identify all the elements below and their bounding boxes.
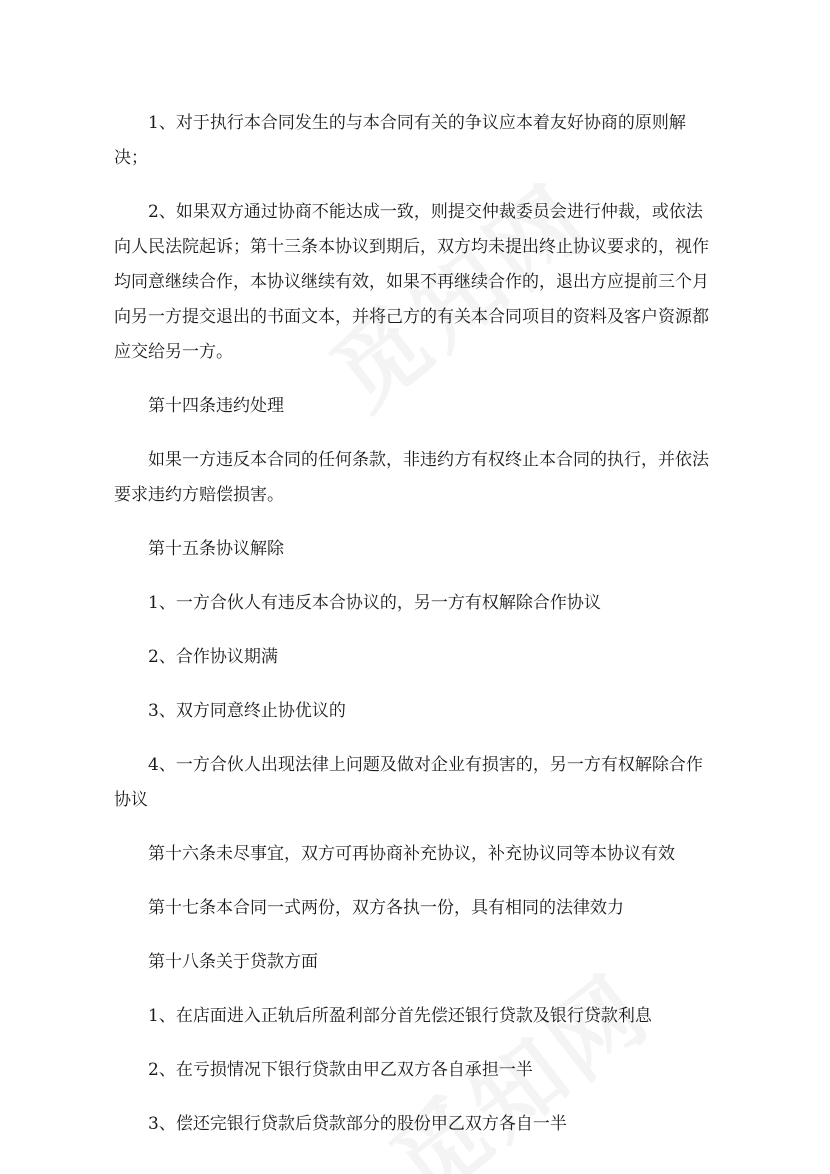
section-heading: 第十四条违约处理 bbox=[148, 396, 284, 416]
paragraph: 如果一方违反本合同的任何条款，非违约方有权终止本合同的执行，并依法要求违约方赔偿损害。 bbox=[114, 450, 709, 505]
paragraph: 2、如果双方通过协商不能达成一致，则提交仲裁委员会进行仲裁，或依法向人民法院起诉；第十三条本协议到期后，双方均未提出终止协议要求的，视作均同意继续合作，本协议继续有效，如果不再继续合作的，退出方应提前三个月向另一方提交退出的书面文本，并将己方的有关本合同项目的资料及客户资源都应交给另一方。 bbox=[114, 202, 709, 362]
section-heading: 第十七条本合同一式两份，双方各执一份，具有相同的法律效力 bbox=[148, 898, 624, 918]
list-item: 2、在亏损情况下银行贷款由甲乙双方各自承担一半 bbox=[148, 1060, 533, 1080]
list-item: 1、在店面进入正轨后所盈利部分首先偿还银行贷款及银行贷款利息 bbox=[148, 1006, 652, 1026]
section-heading: 第十六条未尽事宜，双方可再协商补充协议，补充协议同等本协议有效 bbox=[148, 844, 675, 864]
list-item: 3、双方同意终止协优议的 bbox=[148, 701, 346, 721]
section-heading: 第十五条协议解除 bbox=[148, 539, 284, 559]
list-item: 4、一方合伙人出现法律上问题及做对企业有损害的，另一方有权解除合作协议 bbox=[114, 755, 703, 810]
paragraph: 1、对于执行本合同发生的与本合同有关的争议应本着友好协商的原则解决； bbox=[114, 113, 686, 168]
section-heading: 第十八条关于贷款方面 bbox=[148, 952, 318, 972]
list-item: 3、偿还完银行贷款后贷款部分的股份甲乙双方各自一半 bbox=[148, 1114, 567, 1134]
list-item: 2、合作协议期满 bbox=[148, 647, 278, 667]
list-item: 1、一方合伙人有违反本合协议的，另一方有权解除合作协议 bbox=[148, 593, 601, 613]
document-body bbox=[114, 106, 718, 1161]
